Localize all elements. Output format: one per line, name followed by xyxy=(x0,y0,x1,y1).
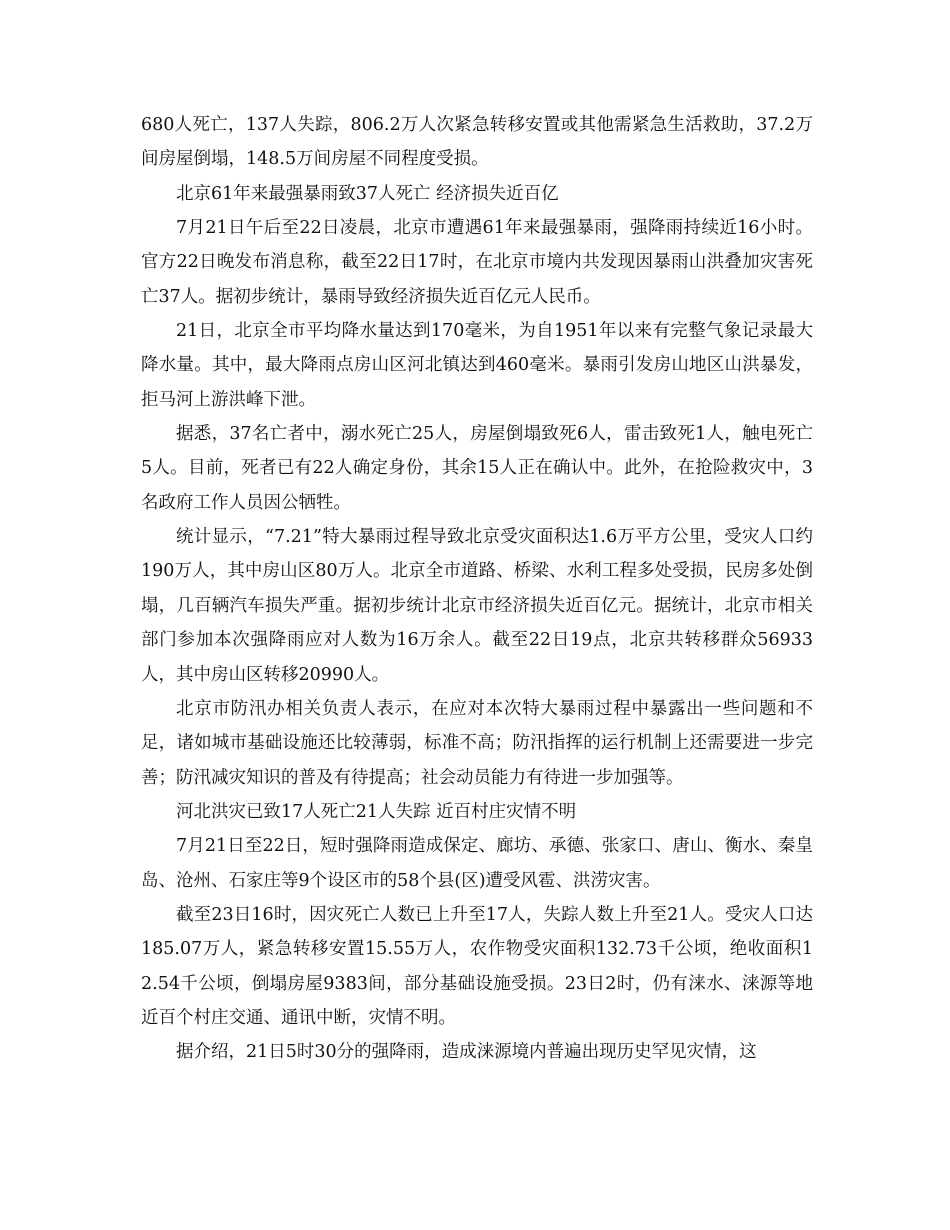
paragraph-continuation: 680人死亡，137人失踪，806.2万人次紧急转移安置或其他需紧急生活救助，37.2万间房屋倒塌，148.5万间房屋不同程度受损。 xyxy=(141,115,813,170)
document-page xyxy=(141,108,813,1070)
paragraph-laiyuan: 据介绍，21日5时30分的强降雨，造成涞源境内普遍出现历史罕见灾情，这 xyxy=(176,1042,757,1063)
subheading-hebei: 河北洪灾已致17人死亡21人失踪 近百村庄灾情不明 xyxy=(176,801,577,822)
paragraph-beijing-storm: 7月21日午后至22日凌晨，北京市遭遇61年来最强暴雨，强降雨持续近16小时。官方22日晚发布消息称，截至22日17时，在北京市境内共发现因暴雨山洪叠加灾害死亡37人。据初步统计，暴雨导致经济损失近百亿元人民币。 xyxy=(141,218,813,307)
paragraph-flood-office: 北京市防汛办相关负责人表示，在应对本次特大暴雨过程中暴露出一些问题和不足，诸如城市基础设施还比较薄弱，标准不高；防汛指挥的运行机制上还需要进一步完善；防汛减灾知识的普及有待提高；社会动员能力有待进一步加强等。 xyxy=(141,698,813,788)
paragraph-rainfall: 21日，北京全市平均降水量达到170毫米，为自1951年以来有完整气象记录最大降水量。其中，最大降雨点房山区河北镇达到460毫米。暴雨引发房山地区山洪暴发，拒马河上游洪峰下泄。 xyxy=(141,321,813,410)
paragraph-statistics: 统计显示，“7.21”特大暴雨过程导致北京受灾面积达1.6万平方公里，受灾人口约190万人，其中房山区80万人。北京全市道路、桥梁、水利工程多处受损，民房多处倒塌，几百辆汽车损失严重。据初步统计北京市经济损失近百亿元。据统计，北京市相关部门参加本次强降雨应对人数为16万余人。截至22日19点，北京共转移群众56933人，其中房山区转移20990人。 xyxy=(141,527,813,685)
paragraph-hebei-rain: 7月21日至22日，短时强降雨造成保定、廊坊、承德、张家口、唐山、衡水、秦皇岛、沧州、石家庄等9个设区市的58个县(区)遭受风雹、洪涝灾害。 xyxy=(141,836,813,891)
paragraph-casualties: 据悉，37名亡者中，溺水死亡25人，房屋倒塌致死6人，雷击致死1人，触电死亡5人。目前，死者已有22人确定身份，其余15人正在确认中。此外，在抢险救灾中，3名政府工作人员因公牺牲。 xyxy=(141,424,813,513)
paragraph-hebei-toll: 截至23日16时，因灾死亡人数已上升至17人，失踪人数上升至21人。受灾人口达185.07万人，紧急转移安置15.55万人，农作物受灾面积132.73千公顷，绝收面积12.54千公顷，倒塌房屋9383间，部分基础设施受损。23日2时，仍有涞水、涞源等地近百个村庄交通、通讯中断，灾情不明。 xyxy=(141,904,813,1028)
subheading-beijing: 北京61年来最强暴雨致37人死亡 经济损失近百亿 xyxy=(176,183,559,204)
